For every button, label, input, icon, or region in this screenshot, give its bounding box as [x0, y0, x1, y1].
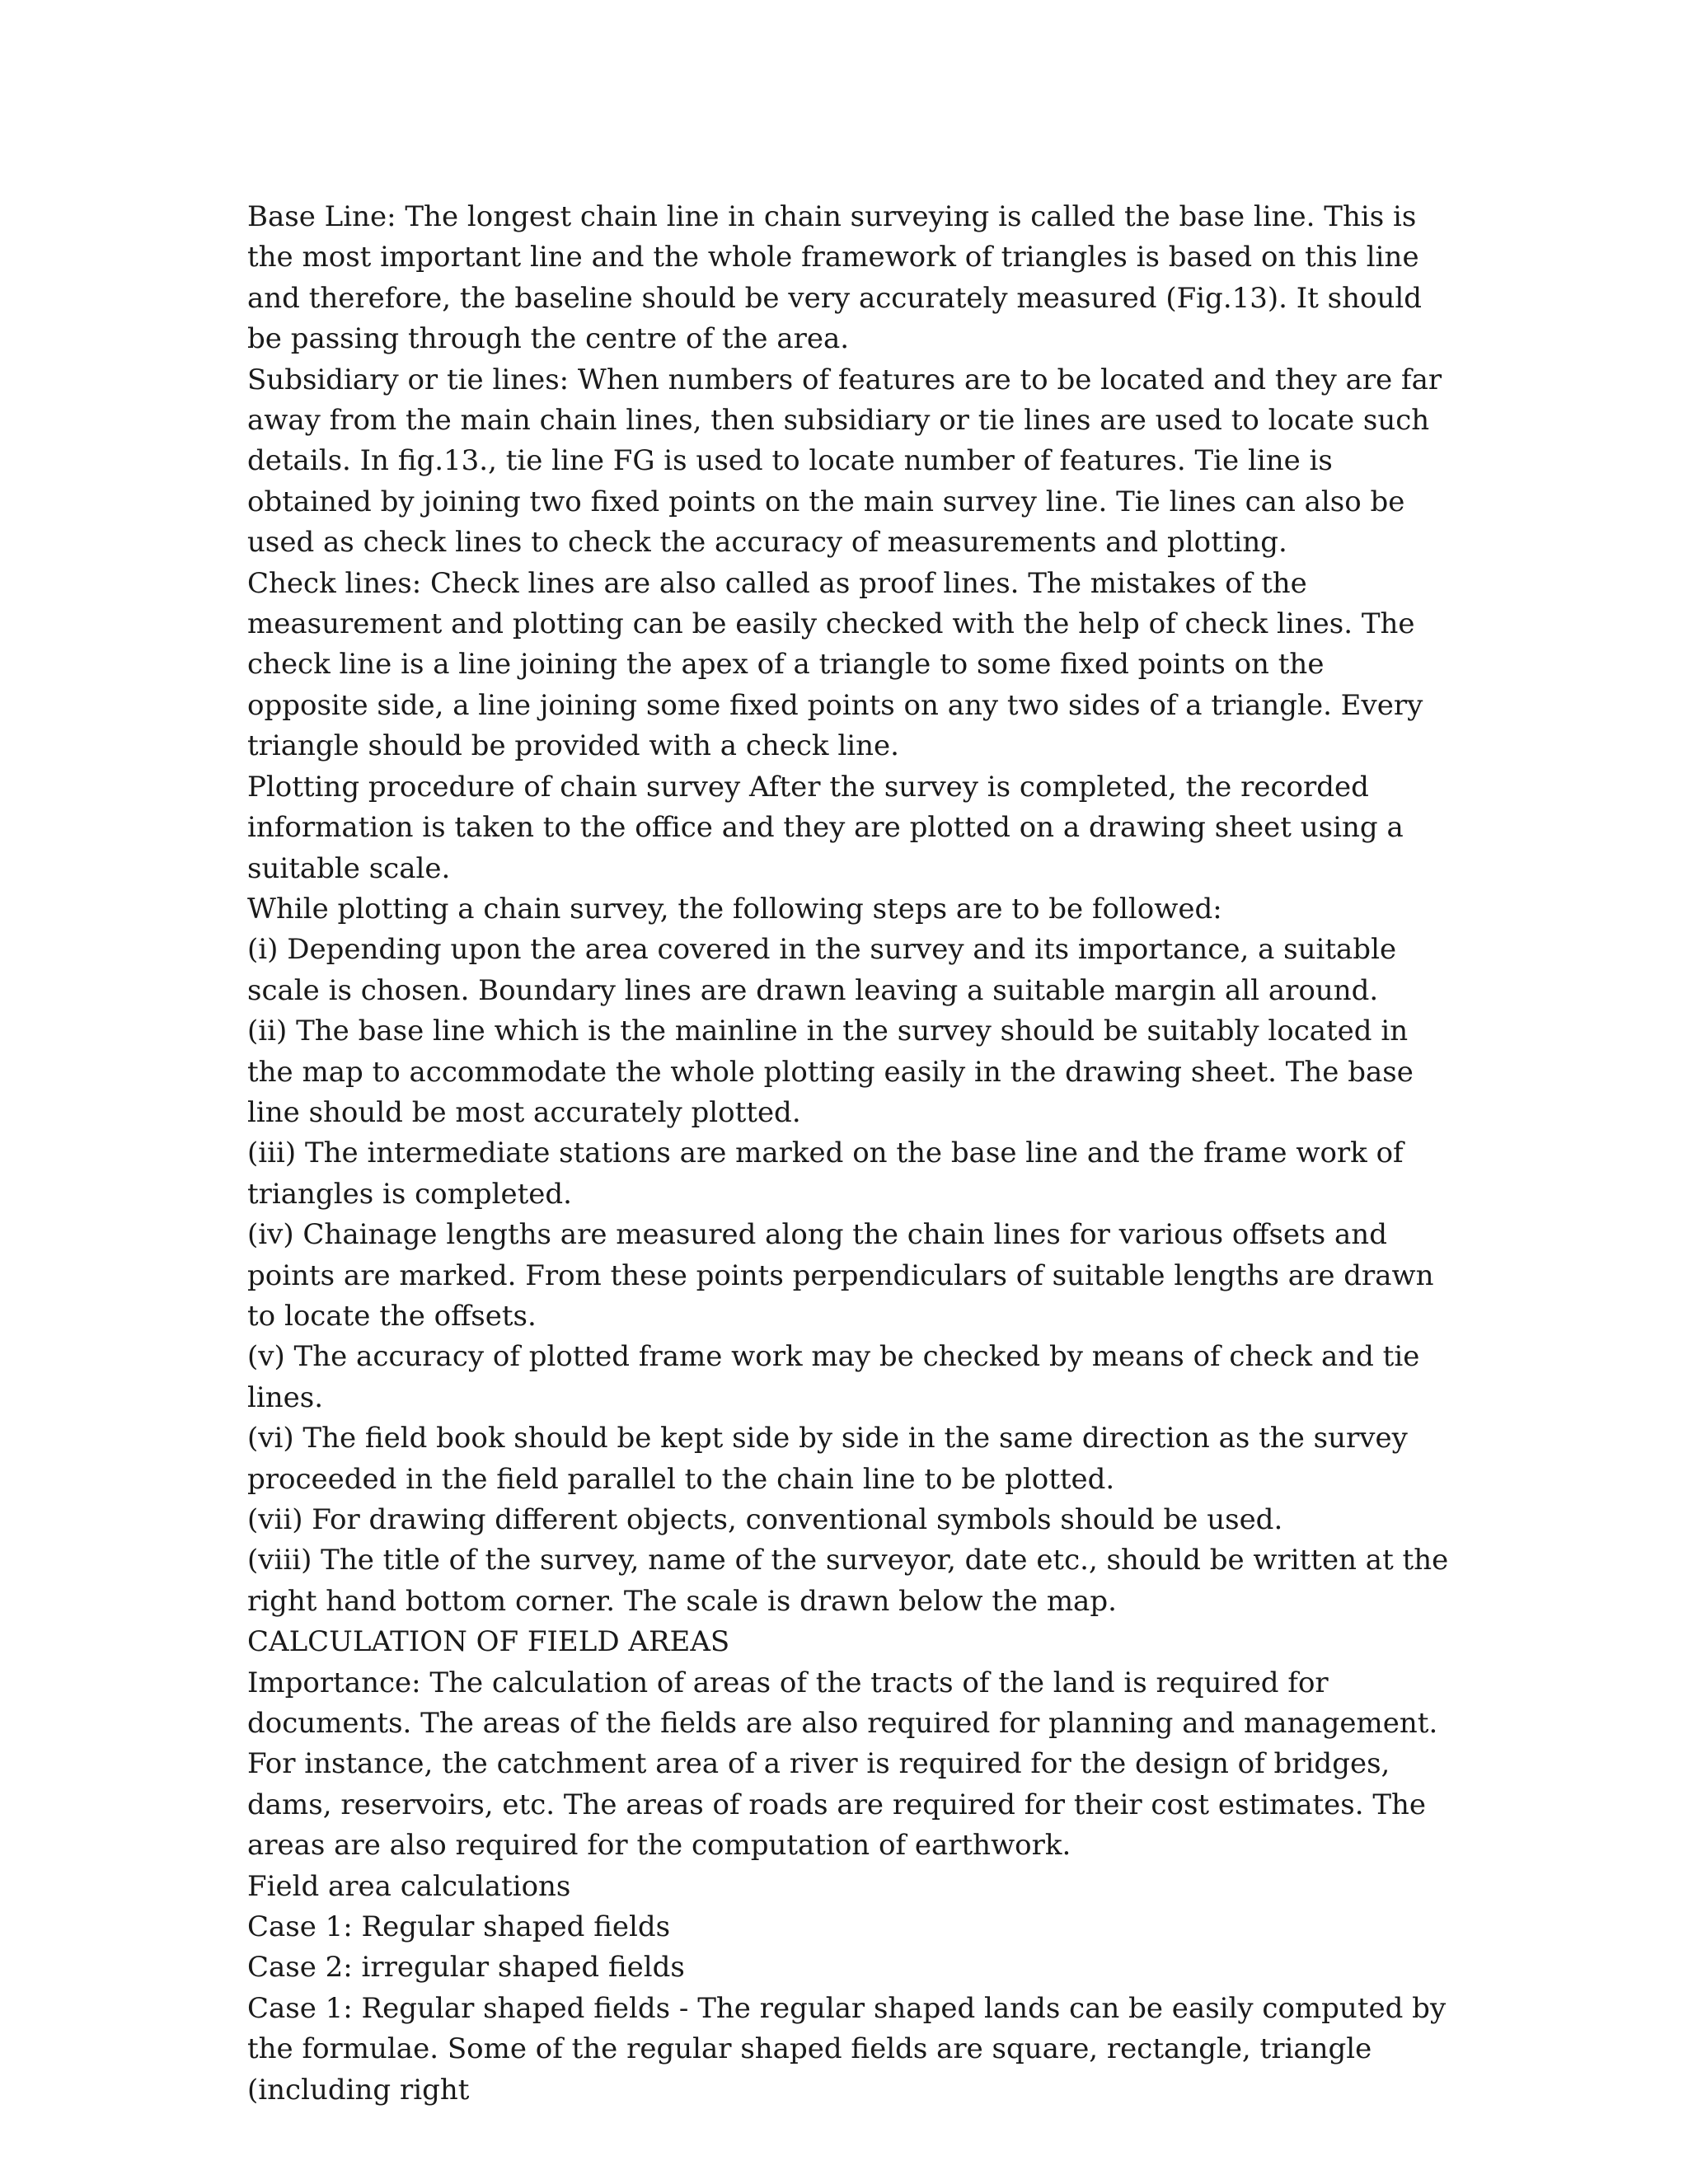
- list-item-step-1: (i) Depending upon the area covered in the survey and its importance, a suitable scale is chosen. Boundary lines are drawn leaving a suitable margin all around.: [247, 933, 1397, 1007]
- list-item-step-6: (vi) The field book should be kept side by side in the same direction as the survey proceeded in the field parallel to the chain line to be plotted.: [247, 1422, 1408, 1496]
- list-item-step-2: (ii) The base line which is the mainline in the survey should be suitably located in the map to accommodate the whole plotting easily in the drawing sheet. The base line should be most accurately plotted.: [247, 1015, 1414, 1129]
- paragraph-case-1: Case 1: Regular shaped fields: [247, 1910, 671, 1944]
- paragraph-plotting-procedure: Plotting procedure of chain survey After the survey is completed, the recorded information is taken to the office and they are plotted on a drawing sheet using a suitable scale.: [247, 770, 1404, 885]
- paragraph-importance: Importance: The calculation of areas of the tracts of the land is required for documents. The areas of the fields are also required for planning and management. For instance, the catchment area of a river is required for the design of bridges, dams, reservoirs, etc. The areas of roads are required for their cost estimates. The areas are also required for the computation of earthwork.: [247, 1666, 1438, 1863]
- paragraph-case-2: Case 2: irregular shaped fields: [247, 1951, 685, 1985]
- paragraph-tie-lines: Subsidiary or tie lines: When numbers of features are to be located and they are far away from the main chain lines, then subsidiary or tie lines are used to locate such details. In fig.13., tie line FG is used to locate number of features. Tie line is obtained by joining two fixed points on the main survey line. Tie lines can also be used as check lines to check the accuracy of measurements and plotting.: [247, 363, 1442, 560]
- list-item-step-4: (iv) Chainage lengths are measured along the chain lines for various offsets and points are marked. From these points perpendiculars of suitable lengths are drawn to locate the offsets.: [247, 1218, 1434, 1333]
- paragraph-check-lines: Check lines: Check lines are also called as proof lines. The mistakes of the measurement and plotting can be easily checked with the help of check lines. The check line is a line joining the apex of a triangle to some fixed points on the opposite side, a line joining some fixed points on any two sides of a triangle. Every triangle should be provided with a check line.: [247, 566, 1423, 763]
- list-item-step-3: (iii) The intermediate stations are marked on the base line and the frame work of triangles is completed.: [247, 1137, 1404, 1211]
- list-item-step-8: (viii) The title of the survey, name of the surveyor, date etc., should be written at the right hand bottom corner. The scale is drawn below the map.: [247, 1544, 1449, 1618]
- section-heading: CALCULATION OF FIELD AREAS: [247, 1625, 730, 1659]
- list-item-step-5: (v) The accuracy of plotted frame work may be checked by means of check and tie lines.: [247, 1340, 1420, 1414]
- document-body: [247, 197, 1451, 2111]
- list-item-step-7: (vii) For drawing different objects, conventional symbols should be used.: [247, 1503, 1283, 1536]
- paragraph-base-line: Base Line: The longest chain line in chain surveying is called the base line. This is the most important line and the whole framework of triangles is based on this line and therefore, the baseline should be very accurately measured (Fig.13). It should be passing through the centre of the area.: [247, 200, 1423, 356]
- paragraph-field-area-calculations: Field area calculations: [247, 1869, 571, 1903]
- paragraph-case-1-detail: Case 1: Regular shaped fields - The regular shaped lands can be easily computed by the formulae. Some of the regular shaped fields are square, rectangle, triangle (including right: [247, 1991, 1447, 2107]
- paragraph-steps-intro: While plotting a chain survey, the following steps are to be followed:: [247, 892, 1222, 926]
